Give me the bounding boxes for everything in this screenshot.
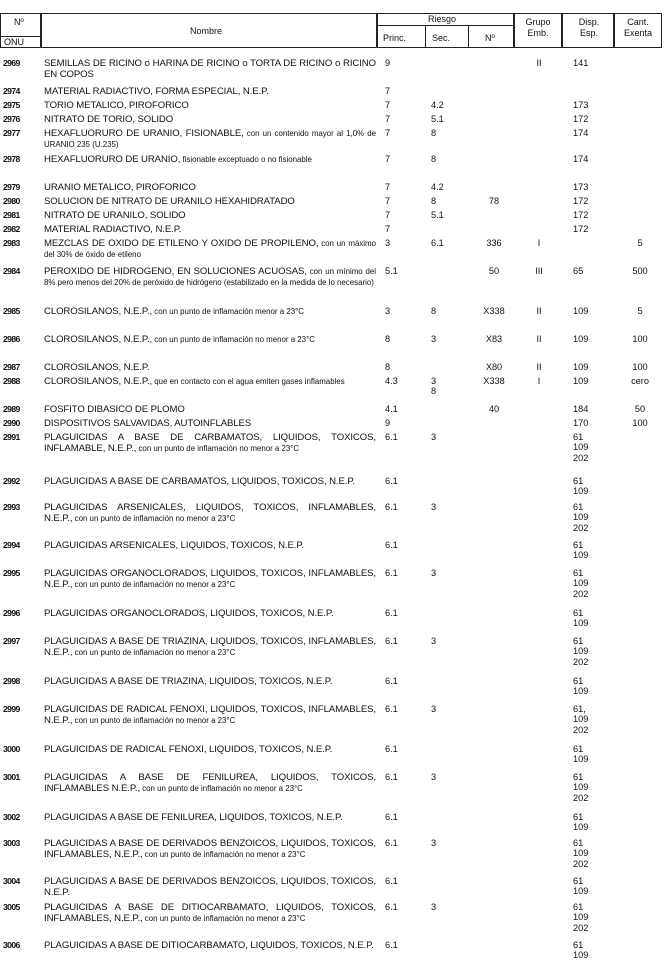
special-provisions: 61 109 [573, 608, 589, 629]
onu-number: 2997 [3, 636, 20, 646]
onu-number: 2975 [3, 100, 20, 110]
table-row [0, 306, 667, 334]
substance-name-main: PLAGUICIDAS A BASE DE TRIAZINA, LIQUIDOS, TOXICOS, INFLAMABLES, N.E.P., [44, 636, 376, 659]
risk-number: X338 [483, 376, 505, 386]
substance-name-main: HEXAFLUORURO DE URANIO, FISIONABLE, [44, 128, 244, 139]
riesgo-divider [377, 25, 514, 26]
substance-name [44, 568, 376, 591]
substance-name-main: PLAGUICIDAS ORGANOCLORADOS, LIQUIDOS, TOXICOS, N.E.P. [44, 608, 334, 619]
table-row [0, 502, 667, 540]
nombre-label: Nombre [190, 26, 223, 36]
risk-principal: 6.1 [385, 432, 398, 442]
risk-principal: 7 [385, 182, 391, 192]
substance-name [44, 540, 376, 551]
substance-name [44, 676, 376, 687]
table-row [0, 940, 667, 968]
table-row [0, 114, 667, 128]
table-row [0, 196, 667, 210]
substance-name-main: PLAGUICIDAS ARSENICALES, LIQUIDOS, TOXICOS, N.E.P. [44, 540, 304, 551]
risk-number: X80 [485, 362, 503, 372]
substance-name [44, 376, 376, 387]
substance-name-main: PLAGUICIDAS A BASE DE DITIOCARBAMATO, LIQUIDOS, TOXICOS, N.E.P. [44, 940, 374, 951]
special-provisions: 61 109 202 [573, 636, 589, 667]
risk-principal: 7 [385, 128, 391, 138]
substance-name [44, 418, 376, 429]
table-row [0, 902, 667, 940]
substance-name-main: PLAGUICIDAS A BASE DE FENILUREA, LIQUIDOS, TOXICOS, INFLAMABLES N.E.P., [44, 772, 376, 795]
substance-name [44, 362, 376, 373]
exempt-quantity: 100 [632, 334, 648, 344]
risk-principal: 7 [385, 114, 391, 124]
substance-name-main: CLOROSILANOS, N.E.P., [44, 334, 153, 345]
special-provisions: 61 109 202 [573, 502, 589, 533]
onu-number: 2977 [3, 128, 20, 138]
substance-name-main: DISPOSITIVOS SALVAVIDAS, AUTOINFLABLES [44, 418, 252, 429]
onu-number: 2990 [3, 418, 20, 428]
substance-name-main: SOLUCION DE NITRATO DE URANILO HEXAHIDRATADO [44, 196, 295, 207]
onu-number: 3005 [3, 902, 20, 912]
substance-name-detail: con un punto de inflamación no menor a 23°C [140, 784, 303, 794]
onu-number: 2981 [3, 210, 20, 220]
substance-name-main: SEMILLAS DE RICINO o HARINA DE RICINO o TORTA DE RICINO o RICINO EN COPOS [44, 58, 376, 81]
onu-number: 2987 [3, 362, 20, 372]
risk-principal: 6.1 [385, 838, 398, 848]
special-provisions: 173 [573, 100, 589, 110]
special-provisions: 61 109 202 [573, 902, 589, 933]
table-row [0, 432, 667, 476]
substance-name-main: PEROXIDO DE HIDROGENO, EN SOLUCIONES ACUOSAS, [44, 266, 307, 277]
substance-name [44, 476, 376, 487]
table-row [0, 266, 667, 306]
table-row [0, 376, 667, 404]
risk-secondary: 8 [431, 306, 437, 316]
onu-number: 3001 [3, 772, 20, 782]
onu-number: 3002 [3, 812, 20, 822]
substance-name [44, 196, 376, 207]
substance-name-detail: con un punto de inflamación no menor a 23°C [152, 335, 315, 344]
risk-principal: 6.1 [385, 476, 398, 486]
table-row [0, 636, 667, 676]
substance-name-main: PLAGUICIDAS A BASE DE DERIVADOS BENZOICOS, LIQUIDOS, TOXICOS, INFLAMABLES, N.E.P., [44, 838, 376, 861]
table-row [0, 568, 667, 608]
risk-principal: 7 [385, 224, 391, 234]
risk-principal: 6.1 [385, 876, 398, 886]
table-row [0, 838, 667, 876]
special-provisions: 61 109 202 [573, 568, 589, 599]
substance-name-detail: con un punto de inflamación no menor a 23°C [72, 580, 236, 590]
risk-principal: 6.1 [385, 502, 398, 512]
substance-name [44, 608, 376, 619]
risk-secondary: 3 [431, 704, 437, 714]
table-row [0, 334, 667, 362]
substance-name-detail: con un contenido mayor al 1,0% de URANIO 235 (U.235) [44, 129, 376, 150]
substance-name [44, 128, 376, 151]
onu-number: 2995 [3, 568, 20, 578]
table-row [0, 182, 667, 196]
substance-name [44, 114, 376, 125]
substance-name [44, 224, 376, 235]
packing-group: II [536, 334, 542, 344]
table-row [0, 154, 667, 182]
table-row [0, 210, 667, 224]
special-provisions: 172 [573, 210, 589, 220]
table-row [0, 224, 667, 238]
substance-name [44, 940, 376, 951]
risk-secondary: 4.2 [431, 100, 444, 110]
substance-name-detail: con un punto de inflamación no menor a 23°C [72, 716, 236, 726]
risk-number: 40 [488, 404, 500, 414]
risk-principal: 6.1 [385, 608, 398, 618]
substance-name [44, 154, 376, 165]
risk-secondary: 4.2 [431, 182, 444, 192]
substance-name-main: CLOROSILANOS, N.E.P., [44, 376, 153, 387]
special-provisions: 109 [573, 376, 589, 386]
substance-name [44, 636, 376, 659]
substance-name-main: FOSFITO DIBASICO DE PLOMO [44, 404, 185, 415]
substance-name-main: PLAGUICIDAS ARSENICALES, LIQUIDOS, TOXICOS, INFLAMABLES, N.E.P., [44, 502, 376, 525]
risk-secondary: 8 [431, 154, 437, 164]
risk-secondary: 3 [431, 432, 437, 442]
special-provisions: 172 [573, 196, 589, 206]
risk-principal: 6.1 [385, 676, 398, 686]
onu-number: 2978 [3, 154, 20, 164]
risk-principal: 6.1 [385, 540, 398, 550]
onu-label: ONU [4, 37, 24, 47]
substance-name [44, 182, 376, 193]
special-provisions: 174 [573, 128, 589, 138]
risk-principal: 6.1 [385, 902, 398, 912]
table-row [0, 876, 667, 902]
onu-number: 2994 [3, 540, 20, 550]
risk-secondary: 3 [431, 334, 437, 344]
risk-number: 50 [488, 266, 500, 276]
substance-name-main: CLOROSILANOS, N.E.P., [44, 306, 153, 317]
substance-name [44, 334, 376, 345]
risk-principal: 5.1 [385, 266, 398, 276]
substance-name [44, 876, 376, 899]
packing-group: I [537, 376, 541, 386]
substance-name-main: PLAGUICIDAS DE RADICAL FENOXI, LIQUIDOS, TOXICOS, INFLAMABLES, N.E.P., [44, 704, 376, 727]
risk-principal: 7 [385, 86, 391, 96]
exempt-quantity: 50 [634, 404, 646, 414]
risk-secondary: 3 [431, 636, 437, 646]
onu-number: 2979 [3, 182, 20, 192]
risk-secondary: 5.1 [431, 210, 444, 220]
substance-name-detail: fisionable exceptuado o no fisionable [180, 155, 312, 164]
risk-principal: 9 [385, 418, 391, 428]
risk-principal: 6.1 [385, 812, 398, 822]
special-provisions: 174 [573, 154, 589, 164]
special-provisions: 109 [573, 334, 589, 344]
substance-name-main: URANIO METALICO, PIROFORICO [44, 182, 196, 193]
exempt-quantity: 5 [637, 306, 643, 316]
risk-principal: 3 [385, 306, 391, 316]
substance-name-main: HEXAFLUORURO DE URANIO, [44, 154, 181, 165]
risk-principal: 7 [385, 210, 391, 220]
substance-name-detail: con un máximo del 30% de óxido de etileno [44, 239, 376, 260]
substance-name-main: MATERIAL RADIACTIVO, FORMA ESPECIAL, N.E.P. [44, 86, 269, 97]
special-provisions: 61 109 [573, 476, 589, 497]
onu-number: 2988 [3, 376, 20, 386]
risk-secondary: 3 [431, 838, 437, 848]
table-row [0, 812, 667, 838]
packing-group: I [537, 238, 541, 248]
special-provisions: 65 [573, 266, 584, 276]
risk-principal: 7 [385, 154, 391, 164]
onu-number: 2991 [3, 432, 20, 442]
num-label: Nº [485, 33, 495, 43]
exempt-quantity: 100 [632, 418, 648, 428]
risk-principal: 7 [385, 100, 391, 110]
substance-name [44, 812, 376, 823]
risk-principal: 6.1 [385, 940, 398, 950]
table-row [0, 418, 667, 432]
special-provisions: 61 109 [573, 744, 589, 765]
table-row [0, 128, 667, 154]
substance-name-main: TORIO METALICO, PIROFORICO [44, 100, 189, 111]
special-provisions: 172 [573, 224, 589, 234]
special-provisions: 61 109 [573, 876, 589, 897]
substance-name-main: PLAGUICIDAS ORGANOCLORADOS, LIQUIDOS, TOXICOS, INFLAMABLES, N.E.P., [44, 568, 376, 591]
table-row [0, 540, 667, 568]
packing-group: III [535, 266, 543, 276]
risk-secondary: 8 [431, 128, 437, 138]
substance-name [44, 838, 376, 861]
risk-secondary: 3 8 [431, 376, 437, 397]
substance-name-main: NITRATO DE TORIO, SOLIDO [44, 114, 174, 125]
substance-name [44, 86, 376, 97]
table-row [0, 86, 667, 100]
exempt-quantity: 5 [637, 238, 643, 248]
table-row [0, 704, 667, 744]
substance-name [44, 404, 376, 415]
risk-principal: 9 [385, 58, 391, 68]
risk-secondary: 3 [431, 568, 437, 578]
risk-secondary: 8 [431, 196, 437, 206]
risk-principal: 4.1 [385, 404, 398, 414]
onu-number: 2982 [3, 224, 20, 234]
special-provisions: 61 109 [573, 940, 589, 961]
onu-number: 2998 [3, 676, 20, 686]
onu-number: 2969 [3, 58, 20, 68]
table-row [0, 404, 667, 418]
riesgo-col-divider-2 [468, 25, 469, 48]
substance-name-main: PLAGUICIDAS A BASE DE TRIAZINA, LIQUIDOS, TOXICOS, N.E.P. [44, 676, 333, 687]
special-provisions: 141 [573, 58, 589, 68]
substance-name-main: CLOROSILANOS, N.E.P. [44, 362, 150, 373]
cant-label: Cant. Exenta [623, 17, 653, 38]
table-row [0, 744, 667, 772]
num-mark-label: Nº [14, 17, 24, 27]
risk-principal: 3 [385, 238, 391, 248]
special-provisions: 61, 109 202 [573, 704, 589, 735]
substance-name-main: PLAGUICIDAS DE RADICAL FENOXI, LIQUIDOS, TOXICOS, N.E.P. [44, 744, 333, 755]
special-provisions: 170 [573, 418, 589, 428]
risk-principal: 6.1 [385, 568, 398, 578]
exempt-quantity: cero [631, 376, 649, 386]
table-row [0, 238, 667, 266]
onu-number: 2983 [3, 238, 20, 248]
risk-principal: 8 [385, 362, 391, 372]
risk-principal: 6.1 [385, 744, 398, 754]
onu-number: 2984 [3, 266, 20, 276]
special-provisions: 109 [573, 362, 589, 372]
exempt-quantity: 100 [632, 362, 648, 372]
onu-number: 2989 [3, 404, 20, 414]
table-row [0, 58, 667, 86]
onu-number: 3006 [3, 940, 20, 950]
special-provisions: 173 [573, 182, 589, 192]
onu-number: 2992 [3, 476, 20, 486]
risk-secondary: 5.1 [431, 114, 444, 124]
risk-number: 336 [486, 238, 502, 248]
risk-principal: 6.1 [385, 636, 398, 646]
special-provisions: 61 109 202 [573, 432, 589, 463]
riesgo-col-divider-1 [425, 25, 426, 48]
substance-name [44, 100, 376, 111]
substance-name-main: MEZCLAS DE OXIDO DE ETILENO Y OXIDO DE PROPILENO, [44, 238, 319, 249]
table-row [0, 100, 667, 114]
substance-name-detail: con un punto de inflamación no menor a 23°C [72, 514, 236, 524]
disp-label: Disp. Esp. [578, 17, 600, 38]
table-row [0, 476, 667, 502]
risk-principal: 7 [385, 196, 391, 206]
onu-number: 2996 [3, 608, 20, 618]
special-provisions: 61 109 202 [573, 772, 589, 803]
risk-number: X338 [483, 306, 505, 316]
risk-principal: 6.1 [385, 772, 398, 782]
onu-number: 3003 [3, 838, 20, 848]
special-provisions: 172 [573, 114, 589, 124]
special-provisions: 61 109 202 [573, 838, 589, 869]
risk-secondary: 6.1 [431, 238, 444, 248]
risk-principal: 6.1 [385, 704, 398, 714]
substance-name [44, 58, 376, 81]
substance-name-detail: con un punto de inflamación menor a 23°C [152, 307, 304, 316]
substance-name [44, 902, 376, 925]
table-row [0, 772, 667, 812]
substance-name [44, 704, 376, 727]
substance-name-detail: con un punto de inflamación no menor a 23°C [136, 444, 300, 454]
table-row [0, 676, 667, 704]
risk-number: X83 [485, 334, 503, 344]
special-provisions: 184 [573, 404, 589, 414]
table-row [0, 362, 667, 376]
substance-name-main: MATERIAL RADIACTIVO, N.E.P. [44, 224, 182, 235]
exempt-quantity: 500 [632, 266, 648, 276]
risk-number: 78 [488, 196, 500, 206]
risk-secondary: 3 [431, 502, 437, 512]
substance-name-detail: con un mínimo del 8% pero menos del 20% de peróxido de hidrógeno (estabilizado en la medida de lo necesario) [44, 267, 376, 288]
onu-number: 2980 [3, 196, 20, 206]
onu-number: 2985 [3, 306, 20, 316]
riesgo-label: Riesgo [428, 14, 457, 24]
special-provisions: 61 109 [573, 812, 589, 833]
onu-number: 2986 [3, 334, 20, 344]
table-header [0, 13, 662, 49]
substance-name [44, 210, 376, 221]
substance-name-main: PLAGUICIDAS A BASE DE DITIOCARBAMATO, LIQUIDOS, TOXICOS, INFLAMABLES, N.E.P., [44, 902, 376, 925]
substance-name [44, 744, 376, 755]
onu-number: 2976 [3, 114, 20, 124]
table-row [0, 608, 667, 636]
onu-number: 3004 [3, 876, 20, 886]
princ-label: Princ. [383, 33, 407, 43]
special-provisions: 61 109 [573, 676, 589, 697]
risk-secondary: 3 [431, 772, 437, 782]
substance-name-main: PLAGUICIDAS A BASE DE CARBAMATOS, LIQUIDOS, TOXICOS, INFLAMABLE, N.E.P., [44, 432, 376, 455]
onu-number: 2993 [3, 502, 20, 512]
onu-number: 2999 [3, 704, 20, 714]
substance-name [44, 266, 376, 289]
substance-name [44, 772, 376, 795]
substance-name [44, 238, 376, 261]
onu-number: 3000 [3, 744, 20, 754]
substance-name-detail: con un punto de inflamación no menor a 23°C [142, 850, 306, 860]
special-provisions: 61 109 [573, 540, 589, 561]
substance-name-main: PLAGUICIDAS A BASE DE FENILUREA, LIQUIDOS, TOXICOS, N.E.P. [44, 812, 343, 823]
packing-group: II [536, 306, 542, 316]
substance-name-detail: con un punto de inflamación no menor a 23°C [142, 914, 306, 924]
substance-name-detail: con un punto de inflamación no menor a 23°C [72, 648, 236, 658]
substance-name-detail: que en contacto con el agua emiten gases inflamables [152, 377, 345, 386]
grupo-label: Grupo Emb. [525, 17, 551, 38]
table-body [0, 58, 667, 968]
risk-secondary: 3 [431, 902, 437, 912]
substance-name-main: PLAGUICIDAS A BASE DE CARBAMATOS, LIQUIDOS, TOXICOS, N.E.P. [44, 476, 355, 487]
risk-principal: 4.3 [385, 376, 398, 386]
substance-name [44, 502, 376, 525]
risk-principal: 8 [385, 334, 391, 344]
special-provisions: 109 [573, 306, 589, 316]
sec-label: Sec. [432, 33, 451, 43]
packing-group: II [536, 362, 542, 372]
substance-name-main: NITRATO DE URANILO, SOLIDO [44, 210, 186, 221]
substance-name [44, 306, 376, 317]
substance-name [44, 432, 376, 455]
onu-number: 2974 [3, 86, 20, 96]
substance-name-main: PLAGUICIDAS A BASE DE DERIVADOS BENZOICOS, LIQUIDOS, TOXICOS, N.E.P. [44, 876, 376, 899]
packing-group: II [536, 58, 542, 68]
